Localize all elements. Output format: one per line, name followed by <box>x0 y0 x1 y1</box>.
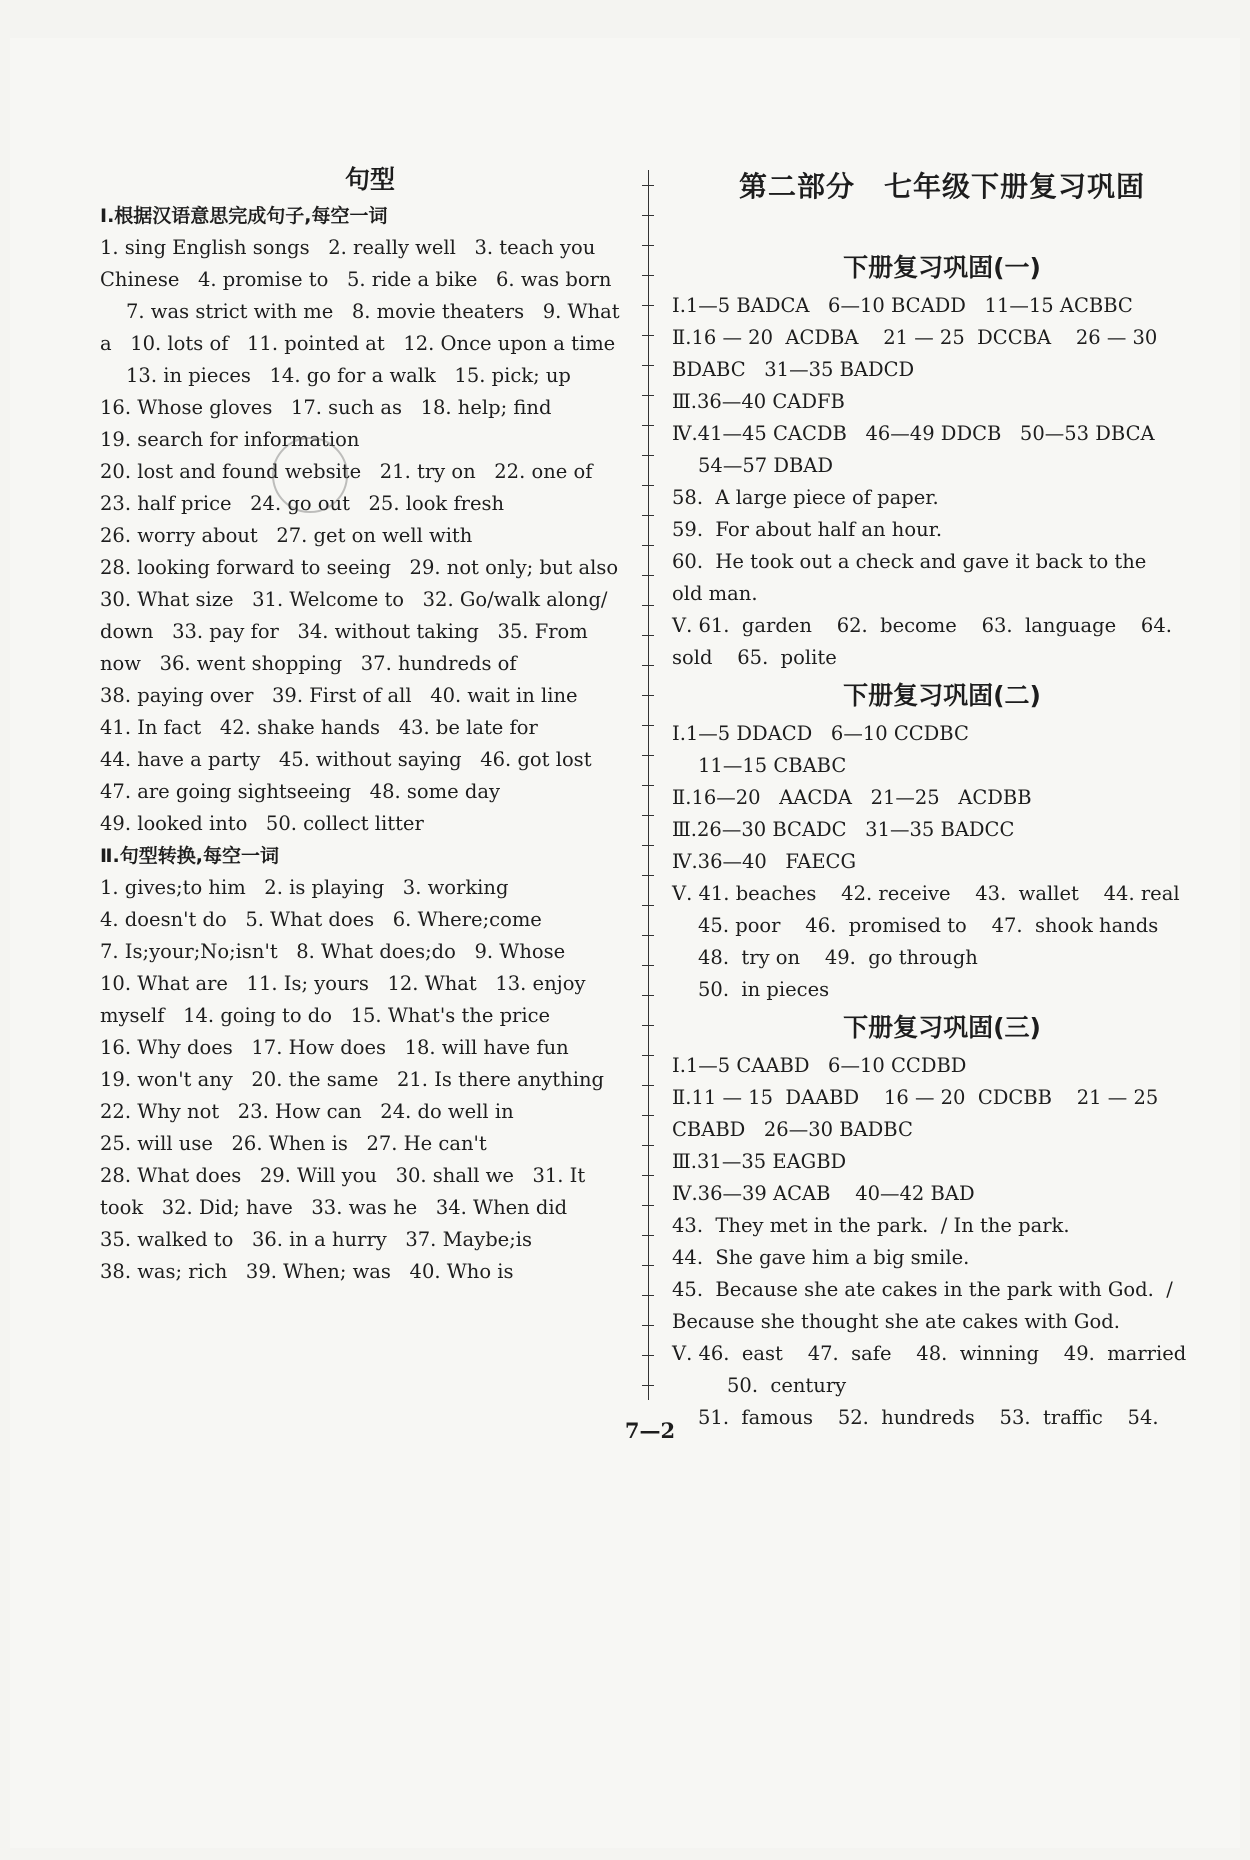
divider-tick <box>642 215 654 216</box>
answer-line: Ⅳ.36—39 ACAB 40—42 BAD <box>672 1182 975 1205</box>
divider-tick <box>642 1325 654 1326</box>
answer-line: 44. She gave him a big smile. <box>672 1246 970 1269</box>
answer-line: myself 14. going to do 15. What's the price <box>100 1004 551 1027</box>
review3-title: 下册复习巩固(三) <box>843 1013 1041 1042</box>
divider-tick <box>642 245 654 246</box>
answer-line: Ⅳ.36—40 FAECG <box>672 850 857 873</box>
answer-line: now 36. went shopping 37. hundreds of <box>100 652 517 675</box>
divider-tick <box>642 1085 654 1086</box>
page-number: 7—2 <box>624 1418 676 1443</box>
section2-heading: Ⅱ.句型转换,每空一词 <box>100 845 279 867</box>
divider-tick <box>642 425 654 426</box>
divider-tick <box>642 845 654 846</box>
section1-answers <box>100 232 640 840</box>
answer-line: Ⅴ. 46. east 47. safe 48. winning 49. married <box>672 1342 1187 1365</box>
section2-answers <box>100 872 640 1288</box>
answer-line: 45. Because she ate cakes in the park with God. / <box>672 1278 1173 1301</box>
answer-line: 41. In fact 42. shake hands 43. be late for <box>100 716 538 739</box>
answer-line: 22. Why not 23. How can 24. do well in <box>100 1100 514 1123</box>
divider-tick <box>642 725 654 726</box>
divider-tick <box>642 635 654 636</box>
answer-line: 51. famous 52. hundreds 53. traffic 54. <box>698 1406 1159 1429</box>
answer-line: 44. have a party 45. without saying 46. got lost <box>100 748 592 771</box>
answer-line: Ⅳ.41—45 CACDB 46—49 DDCB 50—53 DBCA <box>672 422 1155 445</box>
answer-line: 11—15 CBABC <box>698 754 847 777</box>
divider-tick <box>642 545 654 546</box>
answer-line: 60. He took out a check and gave it back to the <box>672 550 1147 573</box>
divider-tick <box>642 755 654 756</box>
divider-tick <box>642 365 654 366</box>
answer-line: 43. They met in the park. / In the park. <box>672 1214 1070 1237</box>
answer-line: 7. Is;your;No;isn't 8. What does;do 9. Whose <box>100 940 566 963</box>
divider-tick <box>642 1145 654 1146</box>
answer-line: 26. worry about 27. get on well with <box>100 524 473 547</box>
faded-stamp-mark <box>272 437 348 513</box>
divider-tick <box>642 785 654 786</box>
divider-tick <box>642 455 654 456</box>
divider-tick <box>642 1205 654 1206</box>
divider-tick <box>642 935 654 936</box>
answer-line: Ⅴ. 61. garden 62. become 63. language 64. <box>672 614 1172 637</box>
review1-answers <box>672 290 1212 674</box>
answer-line: took 32. Did; have 33. was he 34. When did <box>100 1196 568 1219</box>
part-two-title: 第二部分 七年级下册复习巩固 <box>738 170 1145 203</box>
answer-line: 35. walked to 36. in a hurry 37. Maybe;is <box>100 1228 533 1251</box>
review2-title: 下册复习巩固(二) <box>843 681 1041 710</box>
answer-line: Chinese 4. promise to 5. ride a bike 6. was born <box>100 268 612 291</box>
divider-tick <box>642 665 654 666</box>
answer-line: Ⅱ.16—20 AACDA 21—25 ACDBB <box>672 786 1032 809</box>
answer-line: Ⅰ.1—5 BADCA 6—10 BCADD 11—15 ACBBC <box>672 294 1133 317</box>
divider-tick <box>642 1235 654 1236</box>
answer-line: Ⅰ.1—5 CAABD 6—10 CCDBD <box>672 1054 967 1077</box>
answer-line: 7. was strict with me 8. movie theaters 9. What <box>126 300 620 323</box>
answer-line: 48. try on 49. go through <box>698 946 978 969</box>
divider-tick <box>642 185 654 186</box>
divider-tick <box>642 305 654 306</box>
section1-heading: Ⅰ.根据汉语意思完成句子,每空一词 <box>100 205 388 227</box>
divider-tick <box>642 1385 654 1386</box>
answer-line: 16. Why does 17. How does 18. will have fun <box>100 1036 569 1059</box>
answer-line: CBABD 26—30 BADBC <box>672 1118 913 1141</box>
answer-line: sold 65. polite <box>672 646 837 669</box>
divider-tick <box>642 695 654 696</box>
left-column <box>100 160 640 1288</box>
right-column <box>672 160 1212 1434</box>
divider-tick <box>642 905 654 906</box>
divider-tick <box>642 1025 654 1026</box>
answer-line: 59. For about half an hour. <box>672 518 943 541</box>
answer-line: 50. in pieces <box>698 978 830 1001</box>
answer-line: 45. poor 46. promised to 47. shook hands <box>698 914 1159 937</box>
answer-line: old man. <box>672 582 758 605</box>
answer-line: Ⅴ. 41. beaches 42. receive 43. wallet 44. real <box>672 882 1180 905</box>
answer-line: Ⅲ.36—40 CADFB <box>672 390 845 413</box>
answer-line: 58. A large piece of paper. <box>672 486 939 509</box>
answer-line: BDABC 31—35 BADCD <box>672 358 915 381</box>
divider-tick <box>642 815 654 816</box>
answer-line: 50. century <box>727 1374 847 1397</box>
answer-line: Ⅲ.31—35 EAGBD <box>672 1150 847 1173</box>
divider-tick <box>642 1295 654 1296</box>
answer-line: 13. in pieces 14. go for a walk 15. pick; up <box>126 364 571 387</box>
answer-line: 28. What does 29. Will you 30. shall we 31. It <box>100 1164 586 1187</box>
answer-line: Ⅰ.1—5 DDACD 6—10 CCDBC <box>672 722 969 745</box>
answer-line: Ⅱ.11 — 15 DAABD 16 — 20 CDCBB 21 — 25 <box>672 1086 1159 1109</box>
answer-line: 28. looking forward to seeing 29. not only; but also <box>100 556 619 579</box>
divider-tick <box>642 605 654 606</box>
answer-line: down 33. pay for 34. without taking 35. From <box>100 620 588 643</box>
answer-line: 49. looked into 50. collect litter <box>100 812 424 835</box>
review3-answers <box>672 1050 1212 1434</box>
review1-title: 下册复习巩固(一) <box>843 253 1041 282</box>
answer-line: 23. half price 24. go out 25. look fresh <box>100 492 505 515</box>
divider-tick <box>642 1115 654 1116</box>
divider-tick <box>642 1355 654 1356</box>
answer-line: 38. paying over 39. First of all 40. wait in line <box>100 684 578 707</box>
divider-tick <box>642 335 654 336</box>
divider-tick <box>642 875 654 876</box>
answer-line: 1. gives;to him 2. is playing 3. working <box>100 876 509 899</box>
answer-line: 47. are going sightseeing 48. some day <box>100 780 500 803</box>
answer-line: 54—57 DBAD <box>698 454 834 477</box>
review2-answers <box>672 718 1212 1006</box>
divider-tick <box>642 1175 654 1176</box>
answer-line: 10. What are 11. Is; yours 12. What 13. enjoy <box>100 972 586 995</box>
divider-tick <box>642 515 654 516</box>
divider-tick <box>642 395 654 396</box>
answer-line: 1. sing English songs 2. really well 3. teach you <box>100 236 596 259</box>
answer-line: Ⅲ.26—30 BCADC 31—35 BADCC <box>672 818 1015 841</box>
answer-line: 20. lost and found website 21. try on 22. one of <box>100 460 593 483</box>
answer-line: 25. will use 26. When is 27. He can't <box>100 1132 487 1155</box>
divider-tick <box>642 575 654 576</box>
divider-tick <box>642 1265 654 1266</box>
divider-tick <box>642 485 654 486</box>
answer-line: Because she thought she ate cakes with God. <box>672 1310 1120 1333</box>
answer-line: 30. What size 31. Welcome to 32. Go/walk along/ <box>100 588 608 611</box>
answer-line: 4. doesn't do 5. What does 6. Where;come <box>100 908 542 931</box>
divider-tick <box>642 1055 654 1056</box>
divider-tick <box>642 275 654 276</box>
answer-line: 19. search for information <box>100 428 360 451</box>
section-title-sentence-patterns: 句型 <box>344 165 395 194</box>
divider-tick <box>642 995 654 996</box>
answer-line: 16. Whose gloves 17. such as 18. help; find <box>100 396 552 419</box>
answer-line: 38. was; rich 39. When; was 40. Who is <box>100 1260 514 1283</box>
divider-tick <box>642 965 654 966</box>
answer-line: a 10. lots of 11. pointed at 12. Once upon a time <box>100 332 616 355</box>
answer-line: Ⅱ.16 — 20 ACDBA 21 — 25 DCCBA 26 — 30 <box>672 326 1158 349</box>
answer-line: 19. won't any 20. the same 21. Is there anything <box>100 1068 604 1091</box>
